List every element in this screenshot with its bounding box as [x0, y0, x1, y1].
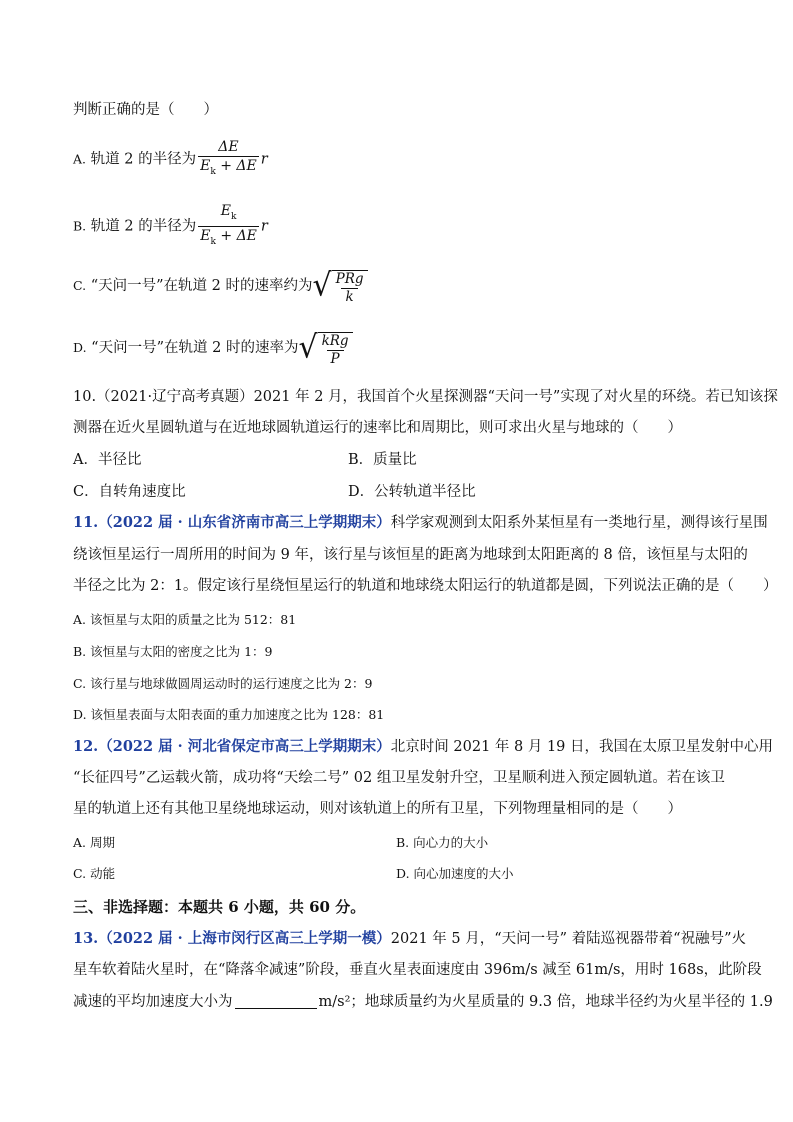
q10-option-c[interactable]: C．自转角速度比: [73, 484, 186, 500]
q12-line1: 12.（2022 届 · 河北省保定市高三上学期期末）北京时间 2021 年 8 月 19 日，我国在太原卫星发射中心用: [73, 738, 774, 755]
q10-option-d[interactable]: D．公转轨道半径比: [348, 484, 476, 500]
q11-option-a[interactable]: A. 该恒星与太阳的质量之比为 512：81: [73, 612, 297, 627]
option-c[interactable]: [73, 266, 368, 306]
sqrt-expression: √ $\frac{\text{PRg}}{k}$: [312, 266, 367, 306]
q12-option-c[interactable]: C. 动能: [73, 866, 116, 881]
q11-line2: 绕该恒星运行一周所用的时间为 9 年，该行星与该恒星的距离为地球到太阳距离的 8 倍，该恒星与太阳的: [73, 547, 748, 563]
option-letter: A.: [73, 151, 87, 167]
option-b[interactable]: B. 轨道 2 的半径为 $\frac{E_k}{E_k + \Delta E}$ r: [73, 202, 268, 251]
section-heading: 三、非选择题：本题共 6 小题，共 60 分。: [73, 898, 366, 916]
q13-line2: 星车软着陆火星时，在“降落伞减速”阶段，垂直火星表面速度由 396m/s 减至 61m/s，用时 168s，此阶段: [73, 962, 762, 978]
option-letter: B.: [73, 218, 87, 234]
sqrt-expression: √ $\frac{\text{kRg}}{P}$: [298, 328, 352, 368]
intro-text: 判断正确的是（ ）: [73, 102, 218, 118]
q10-option-b[interactable]: B．质量比: [348, 452, 417, 468]
q11-option-c[interactable]: C. 该行星与地球做圆周运动时的运行速度之比为 2：9: [73, 676, 373, 691]
option-d[interactable]: [73, 328, 353, 368]
q12-option-a[interactable]: A. 周期: [73, 835, 115, 850]
q12-option-d[interactable]: D. 向心加速度的大小: [396, 866, 514, 881]
q12-option-b[interactable]: B. 向心力的大小: [396, 835, 489, 850]
q11-line1: 11.（2022 届 · 山东省济南市高三上学期期末）科学家观测到太阳系外某恒星有一类地行星，测得该行星围: [73, 514, 768, 531]
option-letter: C.: [73, 278, 87, 293]
question-source: 13.（2022 届 · 上海市闵行区高三上学期一模）: [73, 930, 391, 947]
answer-blank[interactable]: [235, 994, 317, 1009]
option-text: “天问一号”在轨道 2 时的速率为: [91, 340, 299, 356]
q13-line3: 减速的平均加速度大小为 m/s²；地球质量约为火星质量的 9.3 倍，地球半径约为火星半径的 1.9: [73, 994, 773, 1010]
option-letter: D.: [73, 340, 87, 355]
q10-line2: 测器在近火星圆轨道与在近地球圆轨道运行的速率比和周期比，则可求出火星与地球的（ ）: [73, 420, 682, 436]
option-text: 轨道 2 的半径为: [90, 218, 197, 235]
q11-option-b[interactable]: B. 该恒星与太阳的密度之比为 1：9: [73, 644, 273, 659]
q12-line3: 星的轨道上还有其他卫星绕地球运动，则对该轨道上的所有卫星，下列物理量相同的是（ ）: [73, 801, 682, 817]
option-a[interactable]: A. 轨道 2 的半径为 $\frac{\Delta E}{E_k + \Delta E}$ r: [73, 138, 268, 181]
option-text: 轨道 2 的半径为: [90, 151, 197, 168]
fraction: $\frac{E_k}{E_k + \Delta E}$: [198, 202, 259, 251]
q11-option-d[interactable]: D. 该恒星表面与太阳表面的重力加速度之比为 128：81: [73, 707, 385, 722]
q12-line2: “长征四号”乙运载火箭，成功将“天绘二号” 02 组卫星发射升空，卫星顺利进入预定圆轨道。若在该卫: [73, 770, 725, 786]
fraction: $\frac{\Delta E}{E_k + \Delta E}$: [198, 138, 259, 181]
q10-option-a[interactable]: A．半径比: [73, 452, 142, 468]
q10-line1: 10.（2021·辽宁高考真题）2021 年 2 月，我国首个火星探测器“天问一号”实现了对火星的环绕。若已知该探: [73, 389, 778, 405]
q13-line1: 13.（2022 届 · 上海市闵行区高三上学期一模）2021 年 5 月，“天问一号” 着陆巡视器带着“祝融号”火: [73, 930, 746, 947]
question-source: 12.（2022 届 · 河北省保定市高三上学期期末）: [73, 738, 391, 755]
question-source: 11.（2022 届 · 山东省济南市高三上学期期末）: [73, 514, 391, 531]
option-text: “天问一号”在轨道 2 时的速率约为: [90, 278, 313, 294]
q11-line3: 半径之比为 2：1。假定该行星绕恒星运行的轨道和地球绕太阳运行的轨道都是圆，下列说法正确的是（ ）: [73, 578, 778, 594]
unit: m/s²: [318, 994, 351, 1010]
